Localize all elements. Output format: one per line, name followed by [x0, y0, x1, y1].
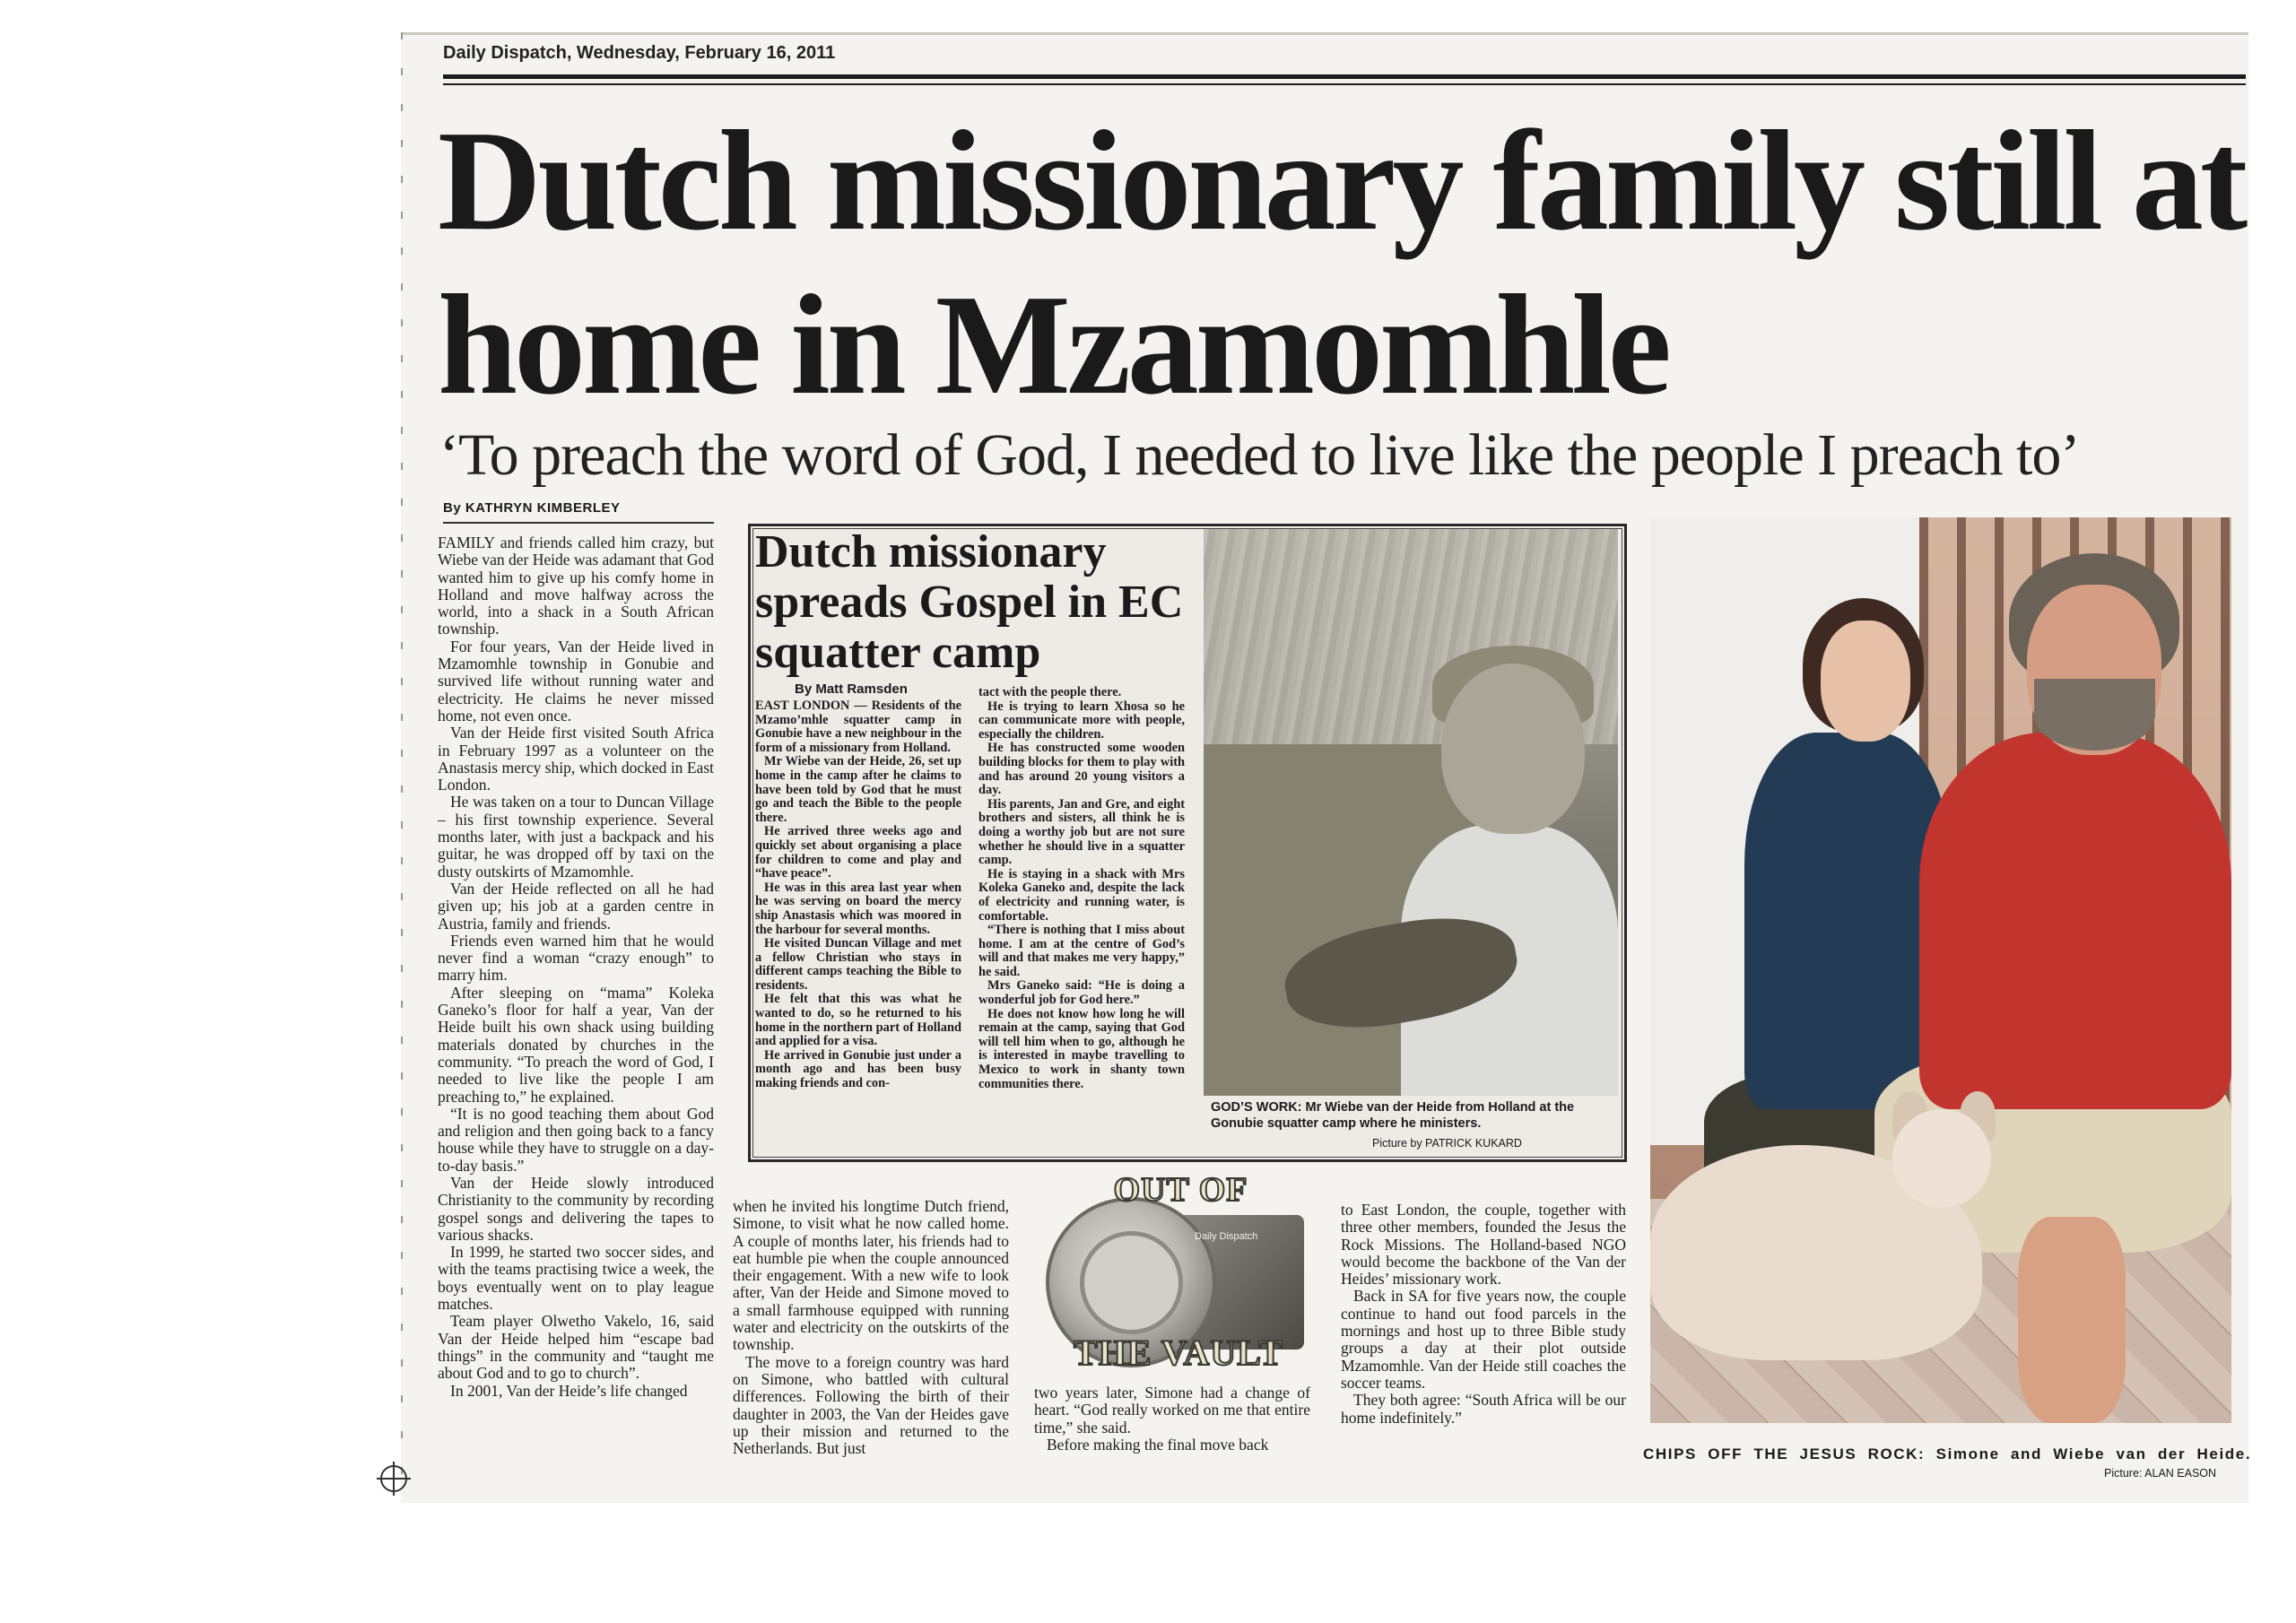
paragraph: Team player Olwetho Vakelo, 16, said Van der Heide helped him “escape bad things” in the community and “taught me about God and to go to church”. [438, 1312, 714, 1383]
archive-byline: By Matt Ramsden [795, 681, 908, 697]
paragraph: two years later, Simone had a change of heart. “God really worked on me that entire time,” she said. [1034, 1384, 1310, 1436]
photo-man-beard [2034, 679, 2155, 751]
masthead-rule [443, 74, 2246, 79]
deck-quote: ‘To preach the word of God, I needed to live like the people I preach to’ [439, 422, 2080, 488]
vault-wheel-icon [1080, 1231, 1183, 1334]
paragraph: They both agree: “South Africa will be our home indefinitely.” [1341, 1391, 1626, 1427]
paragraph: His parents, Jan and Gre, and eight brothers and sisters, all think he is doing a worthy job but are not sure whether he should live in a squatter camp. [978, 796, 1185, 868]
paragraph: The move to a foreign country was hard on Simone, who battled with cultural differences. Following the birth of their daughter in 2003, the Van der Heides gave up their mission and returned to the Netherlands. But just [733, 1352, 1009, 1458]
out-of-the-vault-logo [1044, 1170, 1313, 1376]
vault-title-top: OUT OF [1113, 1171, 1248, 1209]
paragraph: when he invited his longtime Dutch friend, Simone, to visit what he now called home. A couple of months later, his friends had to eat humble pie when the couple announced their engagement. With a new wife to look after, Van der Heide and Simone moved to a small farmhouse equipped with running water and electricity on the outskirts of the township. [733, 1197, 1009, 1354]
paragraph: He was taken on a tour to Duncan Village – his first township experience. Several months later, with just a backpack and his guitar, he was dropped off by taxi on the dusty outskirts of Mzamomhle. [438, 793, 714, 881]
clipping-left-edge [401, 32, 403, 1503]
paragraph: He is trying to learn Xhosa so he can communicate more with people, especially the children. [978, 699, 1185, 742]
paragraph: Van der Heide reflected on all he had given up; his job at a garden centre in Austria, family and friends. [438, 879, 714, 933]
paragraph: He has constructed some wooden building blocks for them to play with and has around 20 young visitors a day. [978, 741, 1185, 798]
byline-rule [443, 522, 714, 524]
photo-man-legs [2018, 1217, 2126, 1423]
paragraph: Mr Wiebe van der Heide, 26, set up home in the camp after he claims to have been told by God that he must go and teach the Bible to the people there. [755, 754, 961, 825]
archive-photo-credit: Picture by PATRICK KUKARD [1372, 1137, 1522, 1150]
paragraph: He arrived in Gonubie just under a month ago and has been busy making friends and con- [755, 1047, 961, 1091]
vault-title-bottom: THE VAULT [1074, 1332, 1283, 1373]
story-column-1 [438, 534, 714, 1400]
paragraph: “It is no good teaching them about God and religion and then going back to a fancy house while they have to struggle on a day-to-day basis.” [438, 1104, 714, 1175]
paragraph: After sleeping on “mama” Koleka Ganeko’s floor for half a year, Van der Heide built his own shack using building materials donated by churches in the community. “To preach the word of God, I needed to live like the people I am preaching to,” he explained. [438, 983, 714, 1106]
paragraph: tact with the people there. [978, 685, 1122, 699]
couple-photo-caption: CHIPS OFF THE JESUS ROCK: Simone and Wiebe van der Heide. [1643, 1445, 2252, 1462]
vault-brand-label: Daily Dispatch [1195, 1231, 1258, 1242]
paragraph: “There is nothing that I miss about home. I am at the centre of God’s will and that makes me very happy,” he said. [978, 923, 1185, 979]
paragraph: He visited Duncan Village and met a fellow Christian who stays in different camps teaching the Bible to residents. [755, 936, 961, 993]
archive-photo-caption: GOD’S WORK: Mr Wiebe van der Heide from Holland at the Gonubie squatter camp where he ministers. [1211, 1100, 1575, 1131]
paragraph: Back in SA for five years now, the couple continue to hand out food parcels in the mornings and host up to three Bible study groups a day at their plot outside Mzamomhle. Van der Heide still coaches the soccer teams. [1341, 1287, 1626, 1392]
photo-dog-head [1892, 1109, 1991, 1208]
photo-face [1441, 664, 1585, 834]
registration-mark-icon [380, 1465, 407, 1492]
paragraph: In 2001, Van der Heide’s life changed [450, 1381, 688, 1400]
photo-woman-face [1821, 621, 1910, 742]
masthead: Daily Dispatch, Wednesday, February 16, 2011 [443, 43, 836, 63]
paragraph: Van der Heide first visited South Africa in February 1997 as a volunteer on the Anastasis mercy ship, which docked in East London. [438, 724, 714, 794]
paragraph: For four years, Van der Heide lived in Mzamomhle township in Gonubie and survived life without running water and electricity. He claims he never missed home, not even once. [438, 637, 714, 725]
paragraph: EAST LONDON — Residents of the Mzamo’mhle squatter camp in Gonubie have a new neighbour in the form of a missionary from Holland. [755, 699, 961, 755]
paragraph: He arrived three weeks ago and quickly set about organising a place for children to come and play and “have peace”. [755, 824, 961, 881]
paragraph: In 1999, he started two soccer sides, and with the teams practising twice a week, the boys eventually went on to play league matches. [438, 1243, 714, 1314]
headline: Dutch missionary family still at home in Mzamomhle [438, 100, 2245, 424]
story-column-3 [1034, 1384, 1310, 1454]
paragraph: Friends even warned him that he would never find a woman “crazy enough” to marry him. [438, 931, 714, 985]
paragraph: He felt that this was what he wanted to do, so he returned to his home in the northern part of Holland and applied for a visa. [755, 992, 961, 1049]
clipping-top-edge [401, 32, 2248, 35]
paragraph: Before making the final move back [1047, 1435, 1269, 1454]
story-column-4 [1341, 1202, 1626, 1427]
archive-photo [1204, 529, 1618, 1096]
couple-photo [1650, 517, 2231, 1423]
photo-man-shirt [1919, 733, 2231, 1109]
archive-headline: Dutch missionary spreads Gospel in EC squatter camp [755, 526, 1184, 678]
paragraph: Mrs Ganeko said: “He is doing a wonderful job for God here.” [978, 978, 1185, 1008]
paragraph: He was in this area last year when he was serving on board the mercy ship Anastasis which was moored in the harbour for several months. [755, 880, 961, 937]
masthead-rule-thin [443, 83, 2246, 85]
paragraph: He is staying in a shack with Mrs Koleka Ganeko and, despite the lack of electricity and running water, is comfortable. [978, 866, 1185, 924]
archive-column-2 [978, 686, 1185, 1091]
archive-column-1 [755, 699, 961, 1091]
paragraph: FAMILY and friends called him crazy, but Wiebe van der Heide was adamant that God wanted him to give up his comfy home in Holland and move halfway across the world, into a shack in a South African township. [438, 534, 714, 638]
paragraph: He does not know how long he will remain at the camp, saying that God will tell him when to go, although he is interested in maybe travelling to Mexico to work in shanty town communities there. [978, 1006, 1185, 1091]
couple-photo-credit: Picture: ALAN EASON [2104, 1467, 2217, 1480]
byline: By KATHRYN KIMBERLEY [443, 500, 621, 516]
story-column-2 [733, 1198, 1009, 1457]
paragraph: to East London, the couple, together with three other members, founded the Jesus the Rock Missions. The Holland-based NGO would become the backbone of the Van der Heides’ missionary work. [1341, 1201, 1626, 1289]
paragraph: Van der Heide slowly introduced Christianity to the community by recording gospel songs and delivering the tapes to various shacks. [438, 1173, 714, 1244]
